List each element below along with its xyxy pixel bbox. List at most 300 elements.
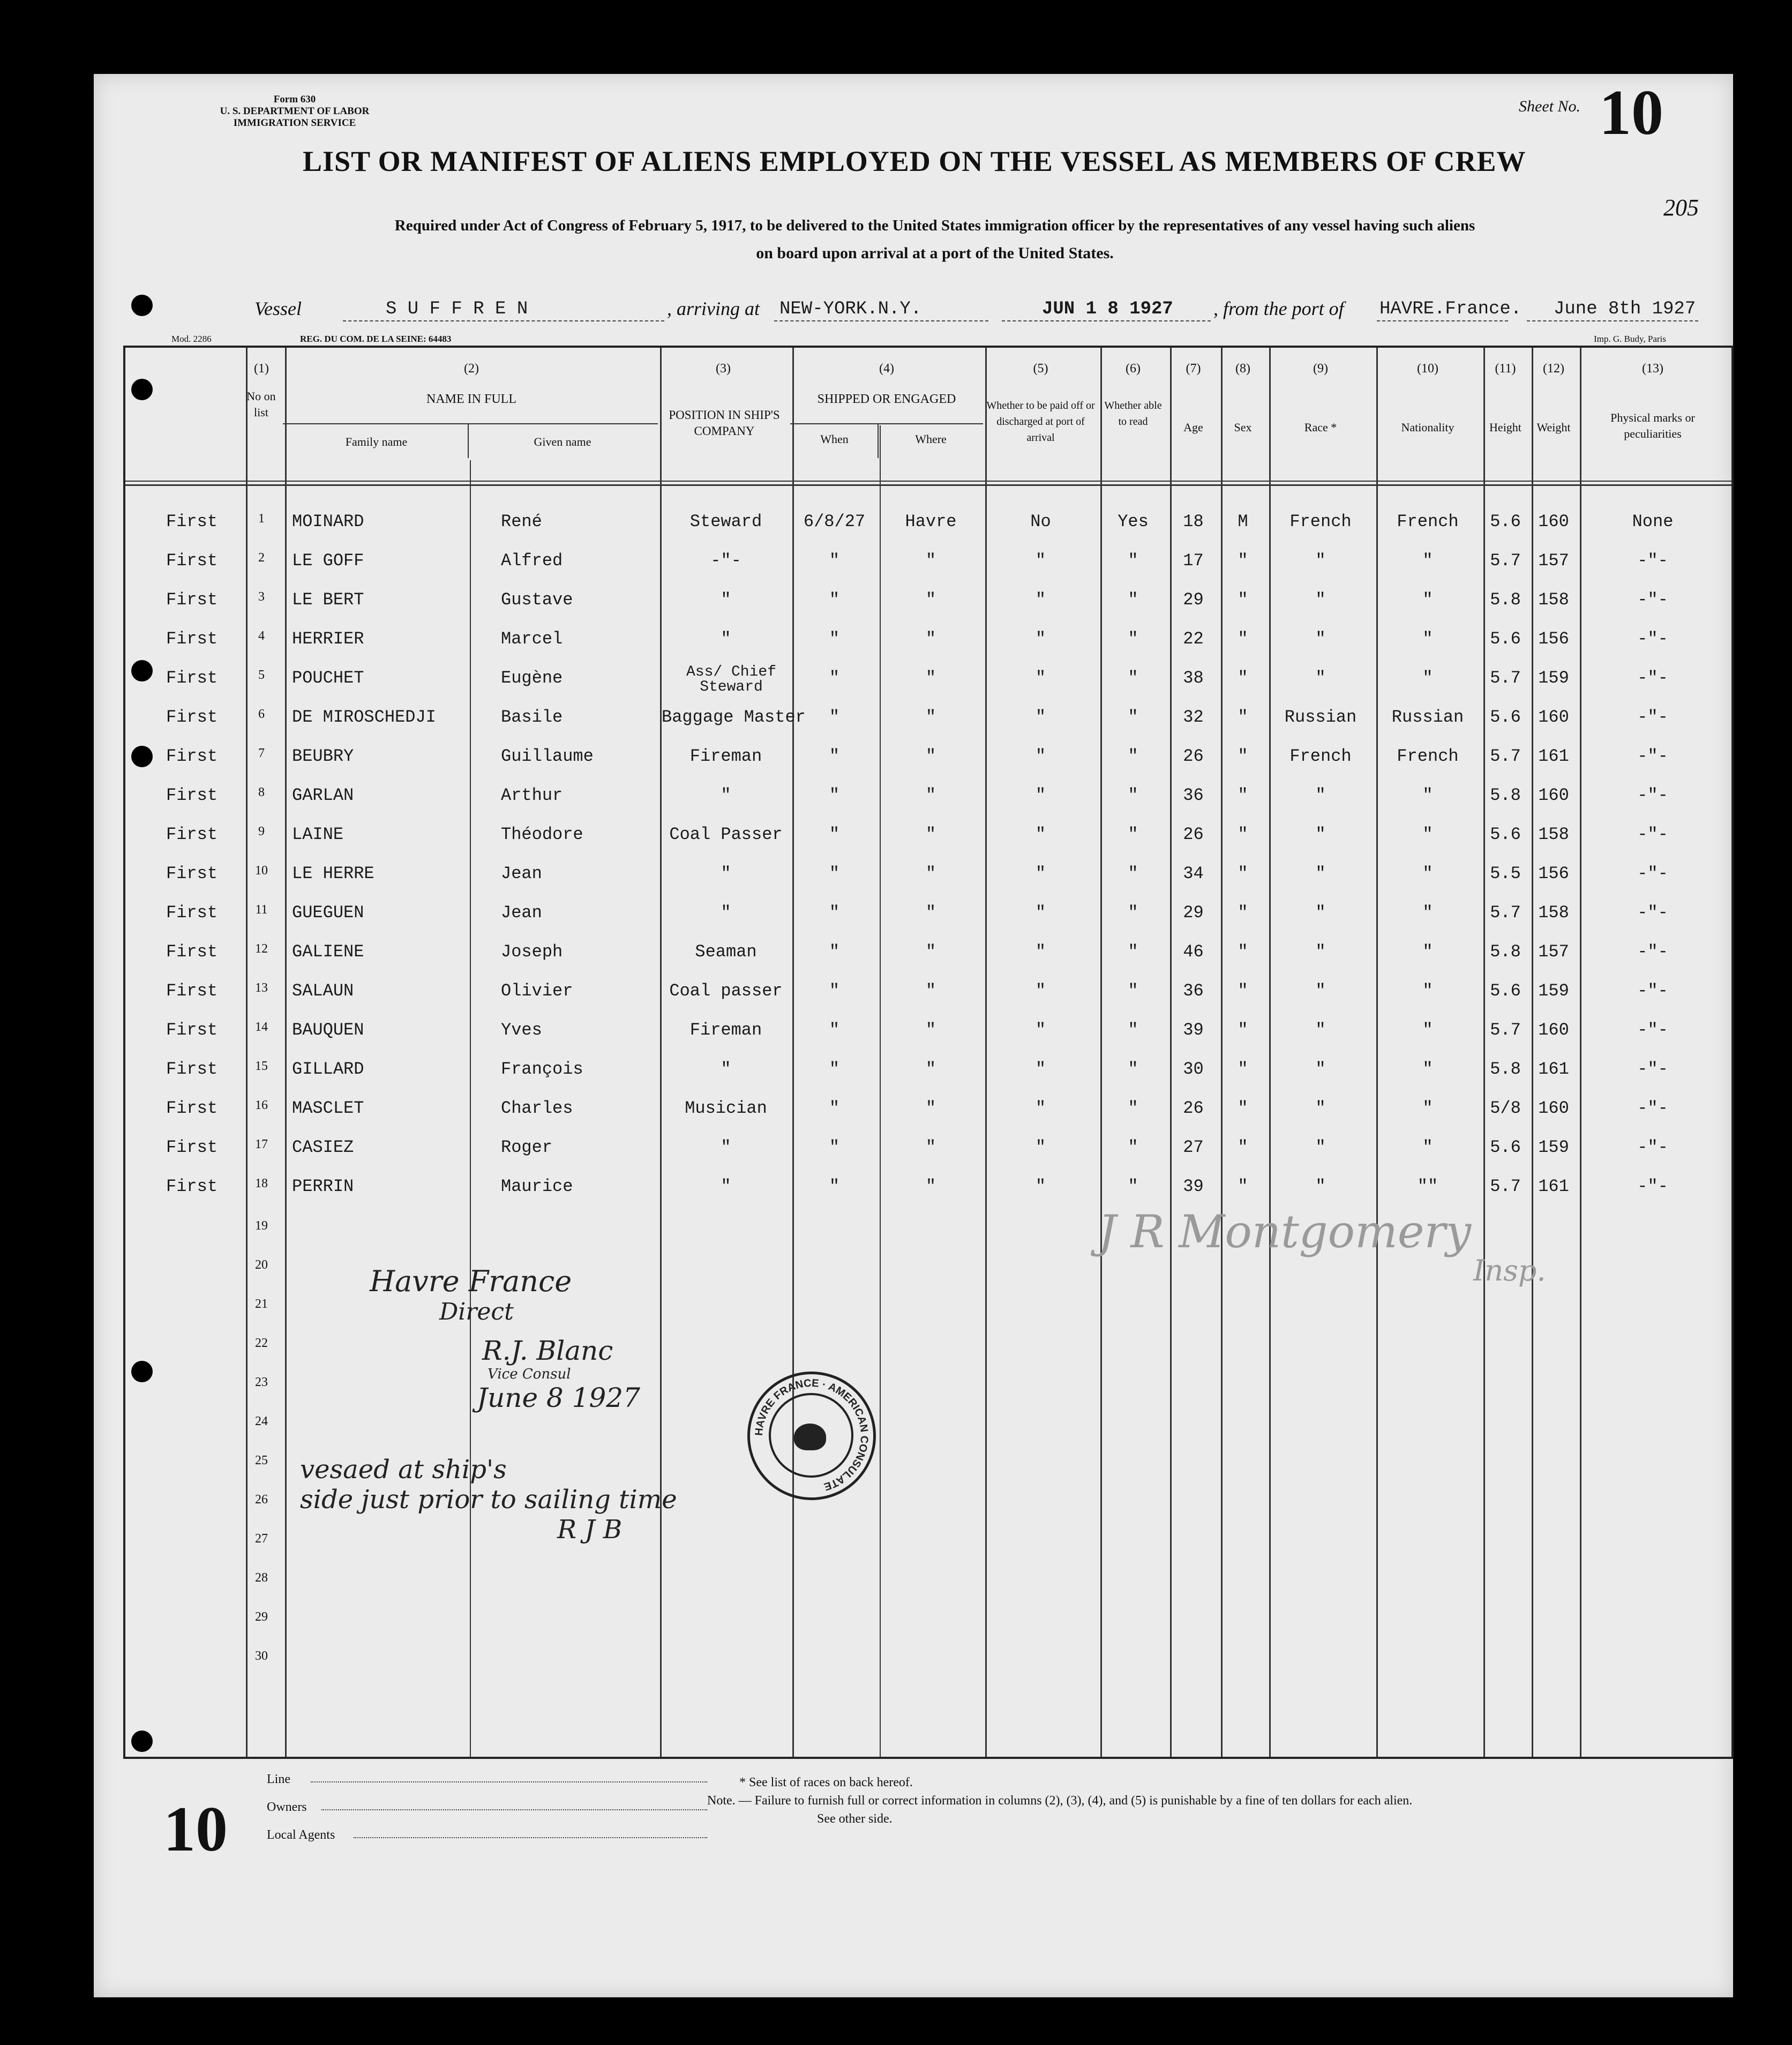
paid-off: " [1035, 1098, 1046, 1118]
height: 5.7 [1490, 903, 1521, 923]
age: 38 [1183, 668, 1204, 688]
able-to-read: " [1128, 668, 1138, 688]
note-line-1: vesaed at ship's [300, 1455, 507, 1485]
position: " [721, 629, 731, 649]
departure-port: HAVRE.France. [1379, 299, 1522, 319]
race: French [1289, 746, 1352, 766]
physical-marks: -"- [1637, 1177, 1668, 1196]
paid-off: " [1035, 668, 1046, 688]
shipped-where: " [925, 942, 936, 962]
position: " [721, 1137, 731, 1157]
vessel-label: Vessel [254, 298, 302, 319]
race: " [1315, 942, 1326, 962]
given-name: Jean [501, 903, 542, 923]
col-5-label: Whether to be paid off or discharged at port of arrival [986, 400, 1095, 444]
physical-marks: -"- [1637, 864, 1668, 883]
shipped-when: " [829, 1177, 840, 1196]
height: 5.6 [1490, 629, 1521, 649]
family-name: GALIENE [292, 942, 364, 962]
nationality: " [1422, 942, 1433, 962]
height: 5.8 [1490, 590, 1521, 610]
able-to-read: " [1128, 707, 1138, 727]
name-subdivider [283, 423, 658, 424]
race: " [1315, 668, 1326, 688]
sex: " [1238, 1059, 1248, 1079]
penalty-note: Note. — Failure to furnish full or correct information in columns (2), (3), (4), and (5) is punishable by a fine of ten dollars for each alien. [707, 1794, 1413, 1808]
nationality: " [1422, 1098, 1433, 1118]
row-number: 9 [258, 825, 265, 838]
age: 29 [1183, 903, 1204, 923]
shipped-when: " [829, 629, 840, 649]
row-number: 5 [258, 668, 265, 682]
physical-marks: -"- [1637, 1098, 1668, 1118]
age: 29 [1183, 590, 1204, 610]
shipped-where: " [925, 629, 936, 649]
weight: 158 [1538, 590, 1569, 610]
sheet-label: Sheet No. [1519, 98, 1580, 115]
race: " [1315, 903, 1326, 923]
col-11-label: Height [1489, 421, 1521, 434]
position: Ass/ Chief Steward [686, 664, 777, 695]
weight: 156 [1538, 629, 1569, 649]
shipped-when: " [829, 1020, 840, 1040]
shipped-where: " [925, 1020, 936, 1040]
race: Russian [1284, 707, 1357, 727]
family-given-divider [470, 460, 471, 1757]
able-to-read: " [1128, 1020, 1138, 1040]
sex: " [1238, 590, 1248, 610]
consulate-stamp [747, 1372, 876, 1500]
family-name-header: Family name [345, 435, 408, 448]
paid-off: " [1035, 707, 1046, 727]
row-number: 3 [258, 590, 265, 604]
race: " [1315, 1020, 1326, 1040]
races-note: * See list of races on back hereof. [739, 1776, 913, 1789]
shipped-where: " [925, 1098, 936, 1118]
subtitle-line-1: Required under Act of Congress of February 5, 1917, to be delivered to the United States immigration officer by the representatives of any vessel having such aliens [394, 217, 1475, 234]
row-number: 11 [255, 903, 268, 917]
height: 5.6 [1490, 707, 1521, 727]
family-name: GUEGUEN [292, 903, 364, 923]
row-class: First [166, 1177, 218, 1196]
row-number: 13 [255, 981, 268, 995]
paid-off: " [1035, 1137, 1046, 1157]
shipped-when: " [829, 903, 840, 923]
given-name: Arthur [501, 785, 563, 805]
height: 5.7 [1490, 1020, 1521, 1040]
stamp-text: HAVRE FRANCE · AMERICAN CONSULATE [753, 1377, 871, 1493]
given-name: Marcel [501, 629, 563, 649]
row-class: First [166, 629, 218, 649]
other-side-note: See other side. [817, 1812, 893, 1826]
given-name: Roger [501, 1137, 553, 1157]
family-name: LE BERT [292, 590, 364, 610]
arrival-port: NEW-YORK.N.Y. [779, 299, 922, 319]
able-to-read: " [1128, 1137, 1138, 1157]
col-5-number: (5) [1033, 362, 1048, 376]
family-name: SALAUN [292, 981, 354, 1001]
row-number: 4 [258, 629, 265, 643]
weight: 159 [1538, 1137, 1569, 1157]
col-4-number: (4) [879, 362, 894, 376]
able-to-read: " [1128, 785, 1138, 805]
col-1-number: (1) [254, 362, 269, 376]
age: 30 [1183, 1059, 1204, 1079]
nationality: " [1422, 903, 1433, 923]
shipped-when: " [829, 668, 840, 688]
visa-officer: R.J. Blanc [482, 1335, 613, 1366]
empty-row-number: 26 [255, 1493, 268, 1507]
visa-annotation [370, 1264, 640, 1413]
row-class: First [166, 590, 218, 610]
paid-off: " [1035, 1177, 1046, 1196]
position: Coal Passer [669, 825, 783, 844]
col-2-number: (2) [464, 362, 479, 376]
position: Musician [685, 1098, 767, 1118]
weight: 159 [1538, 981, 1569, 1001]
col-3-label: POSITION IN SHIP'S COMPANY [669, 408, 780, 438]
visa-date: June 8 1927 [477, 1382, 640, 1413]
nationality: " [1422, 785, 1433, 805]
paid-off: " [1035, 981, 1046, 1001]
shipped-where: " [925, 981, 936, 1001]
row-class: First [166, 981, 218, 1001]
weight: 157 [1538, 942, 1569, 962]
shipped-where: " [925, 590, 936, 610]
given-name: Yves [501, 1020, 542, 1040]
position: " [721, 864, 731, 883]
able-to-read: " [1128, 825, 1138, 844]
paid-off: " [1035, 903, 1046, 923]
sex: " [1238, 1177, 1248, 1196]
empty-row-number: 25 [255, 1454, 268, 1467]
sex: " [1238, 1098, 1248, 1118]
shipped-when: " [829, 1059, 840, 1079]
able-to-read: " [1128, 590, 1138, 610]
shipped-when: " [829, 981, 840, 1001]
departure-date: June 8th 1927 [1554, 299, 1696, 319]
able-to-read: " [1128, 1098, 1138, 1118]
race: " [1315, 785, 1326, 805]
height: 5.6 [1490, 825, 1521, 844]
position: Steward [689, 512, 762, 531]
shipped-where: " [925, 825, 936, 844]
row-number: 17 [255, 1137, 268, 1151]
where-header: Where [915, 432, 947, 446]
weight: 161 [1538, 1177, 1569, 1196]
paid-off: " [1035, 785, 1046, 805]
punch-hole [131, 295, 153, 316]
footer-line [354, 1837, 707, 1838]
footer-line [321, 1809, 707, 1810]
given-name-header: Given name [534, 435, 591, 448]
footer-notes [707, 1773, 1412, 1828]
page-subtitle [225, 212, 1645, 267]
able-to-read: " [1128, 942, 1138, 962]
physical-marks: -"- [1637, 1020, 1668, 1040]
shipped-when: " [829, 1137, 840, 1157]
physical-marks: -"- [1637, 707, 1668, 727]
col-2-label: NAME IN FULL [426, 392, 516, 406]
shipped-when: " [829, 551, 840, 571]
paid-off: " [1035, 942, 1046, 962]
shipped-subdivider [790, 423, 983, 424]
sex: " [1238, 707, 1248, 727]
empty-row-number: 22 [255, 1336, 268, 1350]
height: 5.8 [1490, 785, 1521, 805]
empty-row-number: 23 [255, 1375, 268, 1389]
agents-label: Local Agents [267, 1828, 335, 1842]
position: Coal passer [669, 981, 783, 1001]
empty-row-number: 28 [255, 1571, 268, 1585]
age: 26 [1183, 825, 1204, 844]
arriving-label: , arriving at [667, 298, 760, 319]
col-12-number: (12) [1543, 362, 1564, 376]
col-6-label: Whether able to read [1104, 400, 1162, 428]
col-3-number: (3) [716, 362, 731, 376]
shipped-where: " [925, 903, 936, 923]
nationality: " [1422, 551, 1433, 571]
age: 22 [1183, 629, 1204, 649]
position: " [721, 1177, 731, 1196]
row-number: 1 [258, 512, 265, 526]
shipped-when: " [829, 785, 840, 805]
age: 26 [1183, 746, 1204, 766]
physical-marks: -"- [1637, 1137, 1668, 1157]
race: " [1315, 590, 1326, 610]
paid-off: " [1035, 1020, 1046, 1040]
nationality: " [1422, 1020, 1433, 1040]
sex: " [1238, 746, 1248, 766]
given-name: Jean [501, 864, 542, 883]
col-13-number: (13) [1642, 362, 1663, 376]
row-number: 16 [255, 1098, 268, 1112]
given-name: René [501, 512, 542, 531]
race: " [1315, 1137, 1326, 1157]
shipped-where: " [925, 707, 936, 727]
underline [343, 320, 664, 321]
empty-row-number: 20 [255, 1258, 268, 1272]
underline [1527, 320, 1698, 321]
able-to-read: " [1128, 746, 1138, 766]
page-number: 205 [1663, 194, 1699, 221]
height: 5.5 [1490, 864, 1521, 883]
shipped-when: " [829, 864, 840, 883]
service-name: IMMIGRATION SERVICE [233, 117, 356, 129]
shipped-when: " [829, 1098, 840, 1118]
age: 17 [1183, 551, 1204, 571]
empty-row-number: 29 [255, 1610, 268, 1624]
svg-text:HAVRE FRANCE · AMERICAN CONSUL [753, 1377, 870, 1493]
height: 5/8 [1490, 1098, 1521, 1118]
weight: 158 [1538, 825, 1569, 844]
sex: M [1238, 512, 1248, 531]
weight: 158 [1538, 903, 1569, 923]
col-4-label: SHIPPED OR ENGAGED [817, 392, 956, 406]
sex: " [1238, 551, 1248, 571]
family-given-divider [468, 423, 469, 458]
weight: 160 [1538, 512, 1569, 531]
col-9-number: (9) [1313, 362, 1328, 376]
family-name: BAUQUEN [292, 1020, 364, 1040]
race: " [1315, 551, 1326, 571]
physical-marks: -"- [1637, 590, 1668, 610]
physical-marks: -"- [1637, 981, 1668, 1001]
family-name: LE HERRE [292, 864, 374, 883]
position: " [721, 785, 731, 805]
row-class: First [166, 1020, 218, 1040]
row-class: First [166, 746, 218, 766]
line-label: Line [267, 1772, 290, 1786]
col-13-label: Physical marks or peculiarities [1610, 411, 1695, 440]
row-class: First [166, 551, 218, 571]
col-6-number: (6) [1126, 362, 1141, 376]
header-divider [125, 484, 1731, 486]
shipped-where: " [925, 785, 936, 805]
underline [1377, 320, 1508, 321]
position: Fireman [689, 1020, 762, 1040]
paid-off: " [1035, 629, 1046, 649]
age: 26 [1183, 1098, 1204, 1118]
nationality: " [1422, 981, 1433, 1001]
race: " [1315, 1098, 1326, 1118]
race: " [1315, 1059, 1326, 1079]
nationality: French [1397, 746, 1459, 766]
visa-route: Direct [439, 1298, 514, 1325]
physical-marks: -"- [1637, 785, 1668, 805]
sex: " [1238, 629, 1248, 649]
race: " [1315, 981, 1326, 1001]
empty-row-number: 21 [255, 1297, 268, 1311]
physical-marks: -"- [1637, 942, 1668, 962]
nationality: French [1397, 512, 1459, 531]
age: 34 [1183, 864, 1204, 883]
owners-label: Owners [267, 1800, 307, 1814]
visa-title: Vice Consul [488, 1366, 571, 1382]
physical-marks: None [1632, 512, 1674, 531]
registry-number: REG. DU COM. DE LA SEINE: 64483 [300, 334, 452, 344]
row-class: First [166, 1059, 218, 1079]
vessel-name: S U F F R E N [386, 299, 528, 319]
sex: " [1238, 1137, 1248, 1157]
able-to-read: " [1128, 864, 1138, 883]
sex: " [1238, 825, 1248, 844]
age: 39 [1183, 1177, 1204, 1196]
shipped-where: " [925, 1059, 936, 1079]
shipped-where: " [925, 1177, 936, 1196]
age: 32 [1183, 707, 1204, 727]
physical-marks: -"- [1637, 551, 1668, 571]
family-name: MASCLET [292, 1098, 364, 1118]
paid-off: " [1035, 551, 1046, 571]
weight: 157 [1538, 551, 1569, 571]
col-11-number: (11) [1495, 362, 1516, 376]
row-class: First [166, 1137, 218, 1157]
weight: 160 [1538, 785, 1569, 805]
age: 36 [1183, 981, 1204, 1001]
sex: " [1238, 864, 1248, 883]
col-9-label: Race * [1304, 421, 1337, 434]
shipped-where: " [925, 864, 936, 883]
age: 46 [1183, 942, 1204, 962]
height: 5.6 [1490, 512, 1521, 531]
paid-off: " [1035, 825, 1046, 844]
sex: " [1238, 942, 1248, 962]
shipped-when: " [829, 707, 840, 727]
when-where-divider [878, 423, 879, 458]
position: " [721, 903, 731, 923]
physical-marks: -"- [1637, 1059, 1668, 1079]
race: " [1315, 825, 1326, 844]
sex: " [1238, 785, 1248, 805]
column-divider [285, 348, 287, 1757]
note-line-2: side just prior to sailing time [300, 1485, 677, 1515]
weight: 160 [1538, 707, 1569, 727]
footer-line [311, 1781, 707, 1782]
stamp-ring-text [747, 1372, 876, 1500]
able-to-read: Yes [1118, 512, 1149, 531]
given-name: Gustave [501, 590, 573, 610]
position: " [721, 1059, 731, 1079]
family-name: GILLARD [292, 1059, 364, 1079]
weight: 161 [1538, 1059, 1569, 1079]
given-name: Alfred [501, 551, 563, 571]
col-8-label: Sex [1234, 421, 1252, 434]
weight: 156 [1538, 864, 1569, 883]
row-number: 18 [255, 1177, 268, 1190]
row-number: 12 [255, 942, 268, 956]
underline [774, 320, 988, 321]
height: 5.8 [1490, 1059, 1521, 1079]
position: " [721, 590, 731, 610]
row-number: 15 [255, 1059, 268, 1073]
height: 5.7 [1490, 668, 1521, 688]
given-name: Olivier [501, 981, 573, 1001]
row-class: First [166, 512, 218, 531]
col-10-label: Nationality [1401, 421, 1454, 434]
able-to-read: " [1128, 981, 1138, 1001]
able-to-read: " [1128, 551, 1138, 571]
row-class: First [166, 1098, 218, 1118]
family-name: BEUBRY [292, 746, 354, 766]
page-title: LIST OR MANIFEST OF ALIENS EMPLOYED ON THE VESSEL AS MEMBERS OF CREW [303, 145, 1526, 177]
row-class: First [166, 668, 218, 688]
given-name: Théodore [501, 825, 583, 844]
height: 5.6 [1490, 1137, 1521, 1157]
nationality: Russian [1391, 707, 1464, 727]
row-class: First [166, 785, 218, 805]
row-number: 6 [258, 707, 265, 721]
nationality: "" [1417, 1177, 1438, 1196]
height: 5.7 [1490, 551, 1521, 571]
physical-marks: -"- [1637, 746, 1668, 766]
age: 27 [1183, 1137, 1204, 1157]
family-name: PERRIN [292, 1177, 354, 1196]
family-name: LE GOFF [292, 551, 364, 571]
paid-off: " [1035, 590, 1046, 610]
physical-marks: -"- [1637, 903, 1668, 923]
empty-row-number: 30 [255, 1649, 268, 1663]
shipped-when: " [829, 590, 840, 610]
paid-off: No [1030, 512, 1051, 531]
nationality: " [1422, 825, 1433, 844]
height: 5.7 [1490, 746, 1521, 766]
able-to-read: " [1128, 1059, 1138, 1079]
footer-labels [267, 1765, 335, 1849]
inspector-signature: J R Montgomery [1098, 1205, 1472, 1258]
race: " [1315, 1177, 1326, 1196]
row-number: 10 [255, 864, 268, 878]
